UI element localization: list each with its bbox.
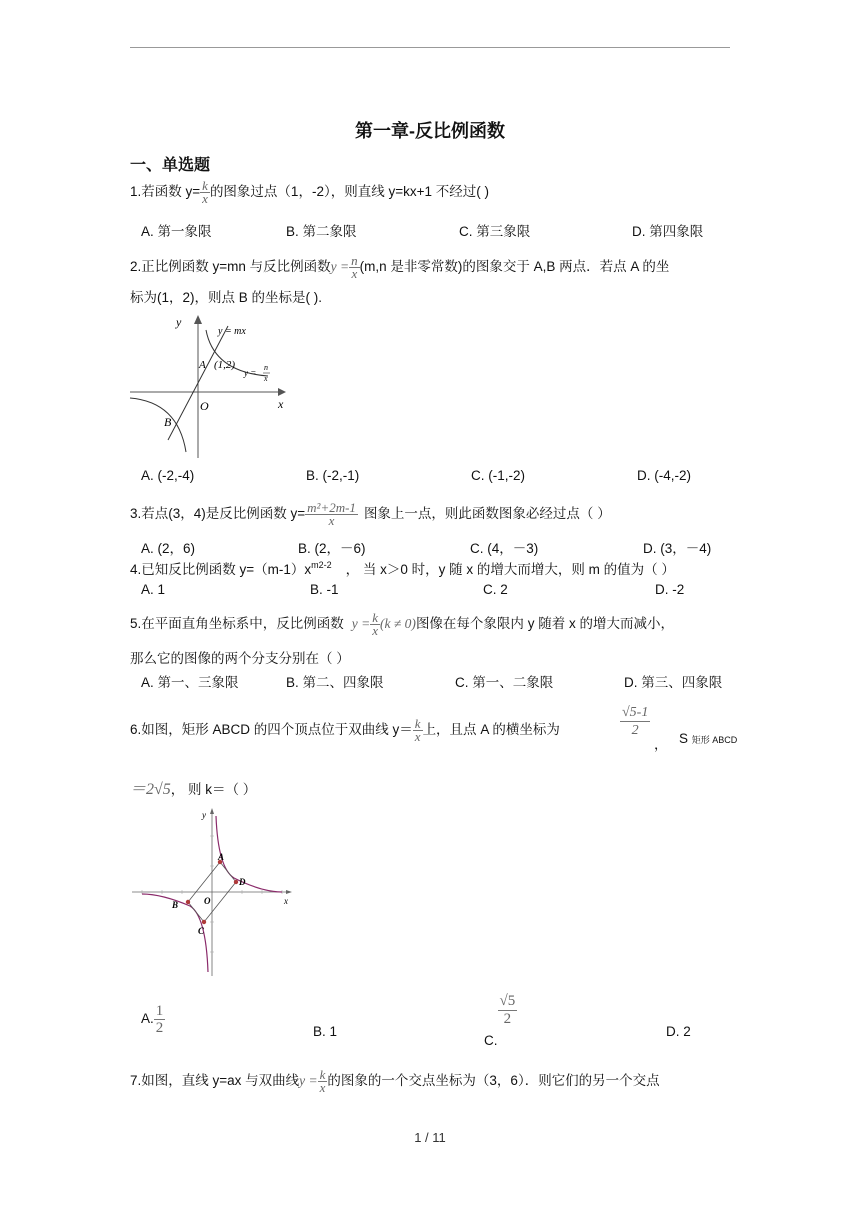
q5-option-a[interactable]: A. 第一、三象限	[141, 675, 239, 690]
q3-option-d[interactable]: D. (3，－4)	[643, 541, 712, 556]
q2-option-a[interactable]: A. (-2,-4)	[141, 468, 195, 483]
q6-line2	[130, 776, 256, 799]
question-7	[130, 1069, 660, 1094]
question-4	[130, 558, 675, 578]
q6-fig-point-b: B	[172, 900, 179, 910]
question-2	[130, 255, 669, 280]
q1-option-c[interactable]: C. 第三象限	[459, 224, 531, 239]
q3-option-b[interactable]: B. (2，－6)	[298, 541, 366, 556]
q4-option-c[interactable]: C. 2	[483, 582, 508, 597]
q6-text: 6.如图，矩形 ABCD 的四个顶点位于双曲线 y＝	[130, 722, 413, 738]
q5-text-end: 图像在每个象限内 y 随着 x 的增大而减小，	[415, 616, 674, 632]
q2-line2: 标为(1，2)，则点 B 的坐标是( ).	[130, 290, 323, 305]
page-number: 1 / 11	[414, 1130, 446, 1145]
q3-text-end: 图象上一点，则此函数图象必经过点（ ）	[363, 506, 611, 522]
q5-condition: (k ≠ 0)	[380, 616, 416, 632]
q2-fig-point-a-coord: (1,2)	[214, 359, 236, 371]
q4-exponent: m2-2	[311, 560, 332, 570]
question-5	[130, 612, 674, 637]
q5-fraction: $\frac{k}{x}$	[372, 610, 379, 638]
section-heading: 一、单选题	[130, 157, 211, 174]
q1-option-b[interactable]: B. 第二象限	[286, 224, 357, 239]
q7-text: 7.如图，直线 y=ax 与双曲线	[130, 1073, 300, 1089]
question-6	[130, 718, 560, 743]
q3-text: 3.若点(3，4)是反比例函数 y=	[130, 506, 306, 522]
q5-option-b[interactable]: B. 第二、四象限	[286, 675, 384, 690]
q6-fig-point-a: A	[218, 852, 225, 862]
q6-area-label: S 矩形 ABCD	[679, 731, 738, 746]
q5-option-d[interactable]: D. 第三、四象限	[624, 675, 723, 690]
q5-line2: 那么它的图像的两个分支分别在（ ）	[130, 651, 350, 666]
q2-fig-point-a: A	[199, 359, 206, 371]
q6-fig-x-label: x	[284, 896, 288, 906]
q5-formula-lhs: y =	[351, 616, 371, 632]
q2-option-d[interactable]: D. (-4,-2)	[637, 468, 691, 483]
q2-fig-origin: O	[200, 399, 209, 413]
q2-fig-line-label: y = mx	[218, 326, 246, 337]
q2-formula-lhs: y =	[330, 259, 350, 275]
q3-option-a[interactable]: A. (2，6)	[141, 541, 196, 556]
q5-option-c[interactable]: C. 第一、二象限	[455, 675, 554, 690]
q6-a-coordinate: $\frac{√5-1}{2}$	[622, 705, 649, 738]
q7-text-end: 的图象的一个交点坐标为（3，6）．则它们的另一个交点	[327, 1073, 660, 1089]
page-title: 第一章-反比例函数	[355, 121, 505, 141]
q6-option-c[interactable]: C. $\frac{√5}{2}$	[484, 993, 516, 1049]
q6-fraction: $\frac{k}{x}$	[414, 716, 421, 744]
q6-area-value: ＝2√5	[130, 781, 171, 798]
q1-fraction: $\frac{k}{x}$	[202, 178, 208, 206]
q6-fig-point-d: D	[239, 877, 246, 887]
q4-text: 4.已知反比例函数 y=（m-1）x	[130, 562, 312, 577]
q2-fig-x-label: x	[278, 397, 284, 411]
q2-fig-curve-den: x	[264, 374, 268, 383]
q2-figure	[128, 312, 288, 460]
q2-fraction: $\frac{n}{x}$	[351, 253, 358, 281]
q4-option-a[interactable]: A. 1	[141, 582, 166, 597]
q4-option-b[interactable]: B. -1	[310, 582, 339, 597]
q6-option-a[interactable]: A. $\frac{1}{2}$	[141, 1003, 164, 1036]
q2-text-end: (m,n 是非零常数)的图象交于 A,B 两点．若点 A 的坐	[359, 259, 670, 275]
q6-fig-point-c: C	[198, 926, 205, 936]
q2-fig-point-b: B	[164, 415, 172, 429]
q6-text-mid: 上，且点 A 的横坐标为	[422, 722, 560, 738]
header-rule	[130, 47, 730, 48]
q7-formula-lhs: y =	[299, 1073, 318, 1089]
q6-line2-text: ， 则 k＝（ ）	[170, 782, 257, 797]
q6-fig-y-label: y	[202, 810, 206, 820]
q3-fraction: $\frac{\text{m²+2m-1}}{x}$	[307, 500, 356, 528]
q7-fraction: $\frac{k}{x}$	[319, 1067, 326, 1095]
q2-text: 2.正比例函数 y=mn 与反比例函数	[130, 259, 331, 275]
q6-fig-origin: O	[204, 896, 211, 906]
q2-fig-curve-lhs: y =	[244, 368, 257, 378]
q1-option-d[interactable]: D. 第四象限	[632, 224, 704, 239]
q3-option-c[interactable]: C. (4，－3)	[470, 541, 539, 556]
question-1	[130, 180, 489, 205]
q6-comma: ，	[654, 737, 668, 752]
q1-option-a[interactable]: A. 第一象限	[141, 224, 212, 239]
q4-option-d[interactable]: D. -2	[655, 582, 685, 597]
q4-text-end: ， 当 x＞0 时，y 随 x 的增大而增大，则 m 的值为（ ）	[345, 562, 675, 577]
q6-figure	[132, 806, 294, 978]
q6-option-b[interactable]: B. 1	[313, 1024, 338, 1039]
question-3	[130, 502, 611, 527]
q5-text: 5.在平面直角坐标系中，反比例函数	[130, 616, 344, 632]
q6-option-d[interactable]: D. 2	[666, 1024, 691, 1039]
q1-text: 1.若函数 y=	[130, 184, 201, 200]
q2-fig-curve-num: n	[264, 363, 268, 372]
q2-fig-y-label: y	[176, 315, 182, 329]
q1-text-end: 的图象过点（1，-2），则直线 y=kx+1 不经过( )	[209, 184, 489, 200]
q2-option-b[interactable]: B. (-2,-1)	[306, 468, 360, 483]
q2-option-c[interactable]: C. (-1,-2)	[471, 468, 525, 483]
